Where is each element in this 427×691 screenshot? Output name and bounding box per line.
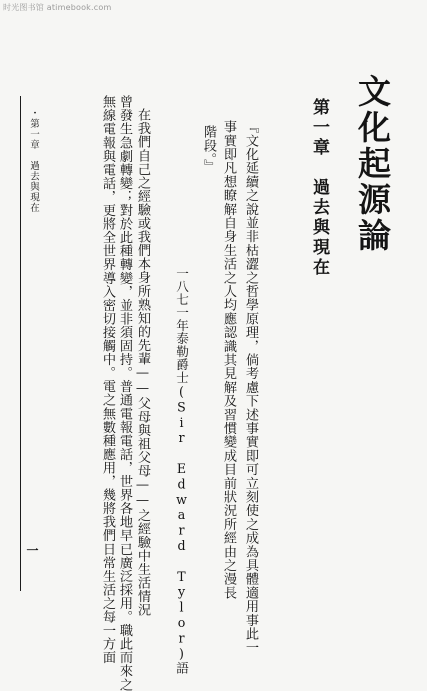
body-text-line: 無線電報與電話，更將全世界導入密切接觸中。電之無數種應用，幾將我們日常生活之每一方面	[100, 95, 115, 665]
watermark: 时光图书馆 atimebook.com	[3, 3, 112, 12]
body-text-line: 曾發生急劇轉變；對於此種轉變，並非須固持。普通電報電話，世界各地早已廣泛採用。職此而來之	[117, 95, 132, 691]
epigraph-attribution: 一八七一年泰勒爵士(Sir Edward Tylor)語	[174, 267, 189, 675]
book-title: 文化起源論	[353, 74, 392, 254]
running-header: ・第一章 過去與現在	[28, 108, 39, 213]
running-header-rule	[20, 96, 21, 591]
epigraph-line: 事實即凡想瞭解自身生活之人均應認識其見解及習慣變成目前狀況所經由之漫長	[221, 120, 236, 600]
epigraph-line: 『文化延續之說並非枯澀之哲學原理，倘考慮下述事實即可立刻使之成為具體適用事此一	[243, 120, 258, 655]
chapter-heading: 第一章 過去與現在	[309, 98, 329, 278]
body-text-line: 在我們自己之經驗或我們本身所熟知的先輩——父母與祖父母——之經驗中生活情況	[135, 108, 150, 617]
epigraph-line: 階段。』	[201, 125, 216, 174]
page-number: 一	[25, 544, 39, 556]
